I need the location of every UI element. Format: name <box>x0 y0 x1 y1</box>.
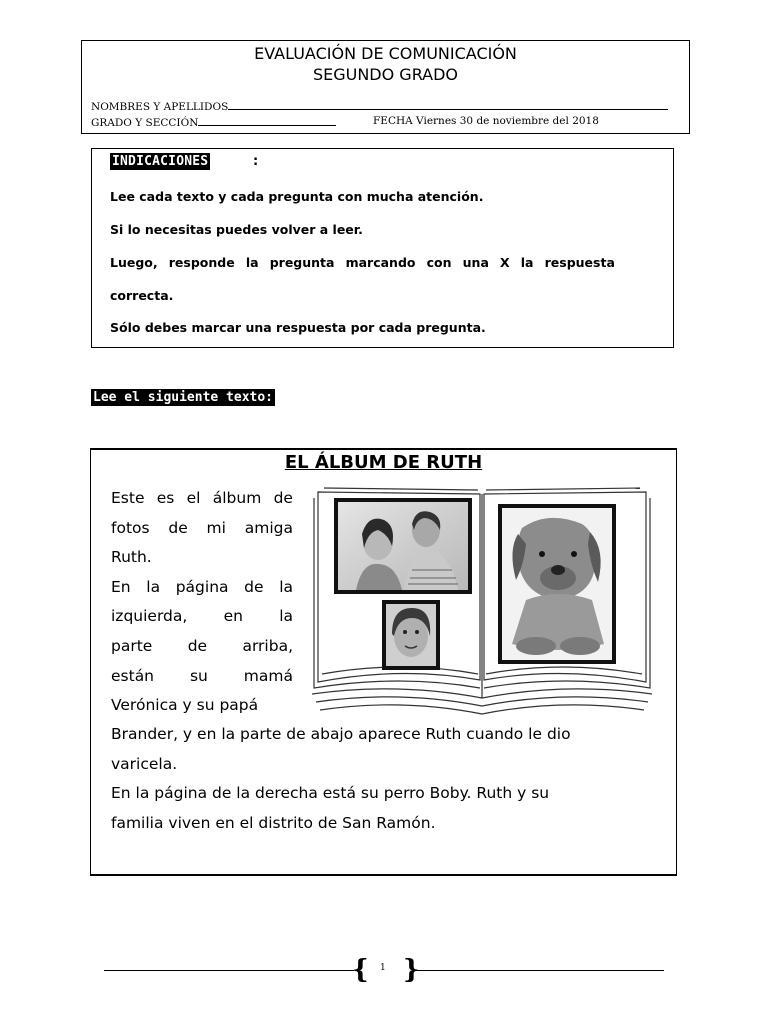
story-word: álbum <box>212 489 262 507</box>
story-line: familia viven en el distrito de San Ramón. <box>111 813 436 832</box>
story-word: fotos <box>111 518 150 537</box>
footer-brace-right: } <box>403 955 420 985</box>
instruction-word: la <box>245 255 259 270</box>
story-line: Brander, y en la parte de abajo aparece Ruth cuando le dio <box>111 725 571 743</box>
names-blank[interactable] <box>228 99 668 110</box>
story-line: varicela. <box>111 754 178 773</box>
names-row <box>91 99 668 113</box>
instruction-line: Sólo debes marcar una respuesta por cada pregunta. <box>110 320 486 335</box>
instructions-colon: : <box>253 154 259 169</box>
instruction-line: correcta. <box>110 288 174 303</box>
page-number: 1 <box>380 963 386 973</box>
story-word: de <box>187 636 208 655</box>
story-full-text <box>111 720 656 838</box>
story-title: EL ÁLBUM DE RUTH <box>284 452 483 473</box>
instruction-line: Si lo necesitas puedes volver a leer. <box>110 222 363 237</box>
instruction-word: pregunta <box>269 255 335 270</box>
story-word: izquierda, <box>111 607 188 626</box>
story-word: la <box>279 607 293 626</box>
story-line <box>111 602 293 632</box>
instruction-word: con <box>426 255 452 270</box>
names-label: NOMBRES Y APELLIDOS <box>91 101 229 113</box>
grade-blank[interactable] <box>198 115 336 126</box>
story-word: mi <box>206 518 226 537</box>
instruction-word: la <box>520 255 534 270</box>
story-line <box>111 484 293 514</box>
footer-brace-left: { <box>352 955 369 985</box>
story-line: Ruth. <box>111 548 152 567</box>
story-word: la <box>279 577 293 596</box>
story-line: En la página de la derecha está su perro Boby. Ruth y su <box>111 784 550 803</box>
story-line <box>111 514 293 544</box>
story-word: en <box>223 607 243 626</box>
story-left-column <box>111 484 293 721</box>
date-text: FECHA Viernes 30 de noviembre del 2018 <box>373 115 599 127</box>
story-word: su <box>189 666 208 685</box>
footer-rule-right <box>413 970 664 971</box>
story-word: amiga <box>244 518 293 537</box>
footer-rule-left <box>104 970 354 971</box>
story-word: Este <box>111 489 145 507</box>
story-line <box>111 632 293 662</box>
story-line: Verónica y su papá <box>111 696 259 715</box>
story-word: de <box>244 577 264 596</box>
story-word: página <box>175 577 229 596</box>
instruction-line-justified <box>110 255 615 270</box>
story-word: están <box>111 666 155 685</box>
instruction-word: X <box>500 255 510 270</box>
instruction-word: una <box>462 255 489 270</box>
story-word: de <box>273 489 293 507</box>
parents-photo <box>334 498 472 594</box>
header-box <box>81 40 690 134</box>
instruction-word: marcando <box>345 255 416 270</box>
grade-title: SEGUNDO GRADO <box>312 65 459 84</box>
story-line <box>111 662 293 692</box>
story-word: En <box>111 577 131 596</box>
story-word: es <box>156 489 175 507</box>
exam-title: EVALUACIÓN DE COMUNICACIÓN <box>254 44 517 63</box>
grade-row <box>91 115 336 129</box>
story-word: arriba, <box>242 636 293 655</box>
instruction-word: responde <box>168 255 235 270</box>
dog-photo <box>498 504 616 664</box>
grade-label: GRADO Y SECCIÓN <box>91 117 199 129</box>
instruction-line: Lee cada texto y cada pregunta con mucha atención. <box>110 189 484 204</box>
story-word: parte <box>111 636 153 655</box>
photo-album-illustration <box>312 484 652 716</box>
read-label: Lee el siguiente texto: <box>93 390 274 405</box>
story-word: de <box>168 518 188 537</box>
story-word: el <box>186 489 201 507</box>
instruction-word: respuesta <box>544 255 615 270</box>
story-word: mamá <box>243 666 293 685</box>
instructions-box <box>91 148 674 348</box>
story-word: la <box>146 577 161 596</box>
child-photo <box>382 600 440 670</box>
story-line <box>111 573 293 603</box>
instruction-word: Luego, <box>110 255 158 270</box>
instructions-title: INDICACIONES <box>112 154 209 169</box>
